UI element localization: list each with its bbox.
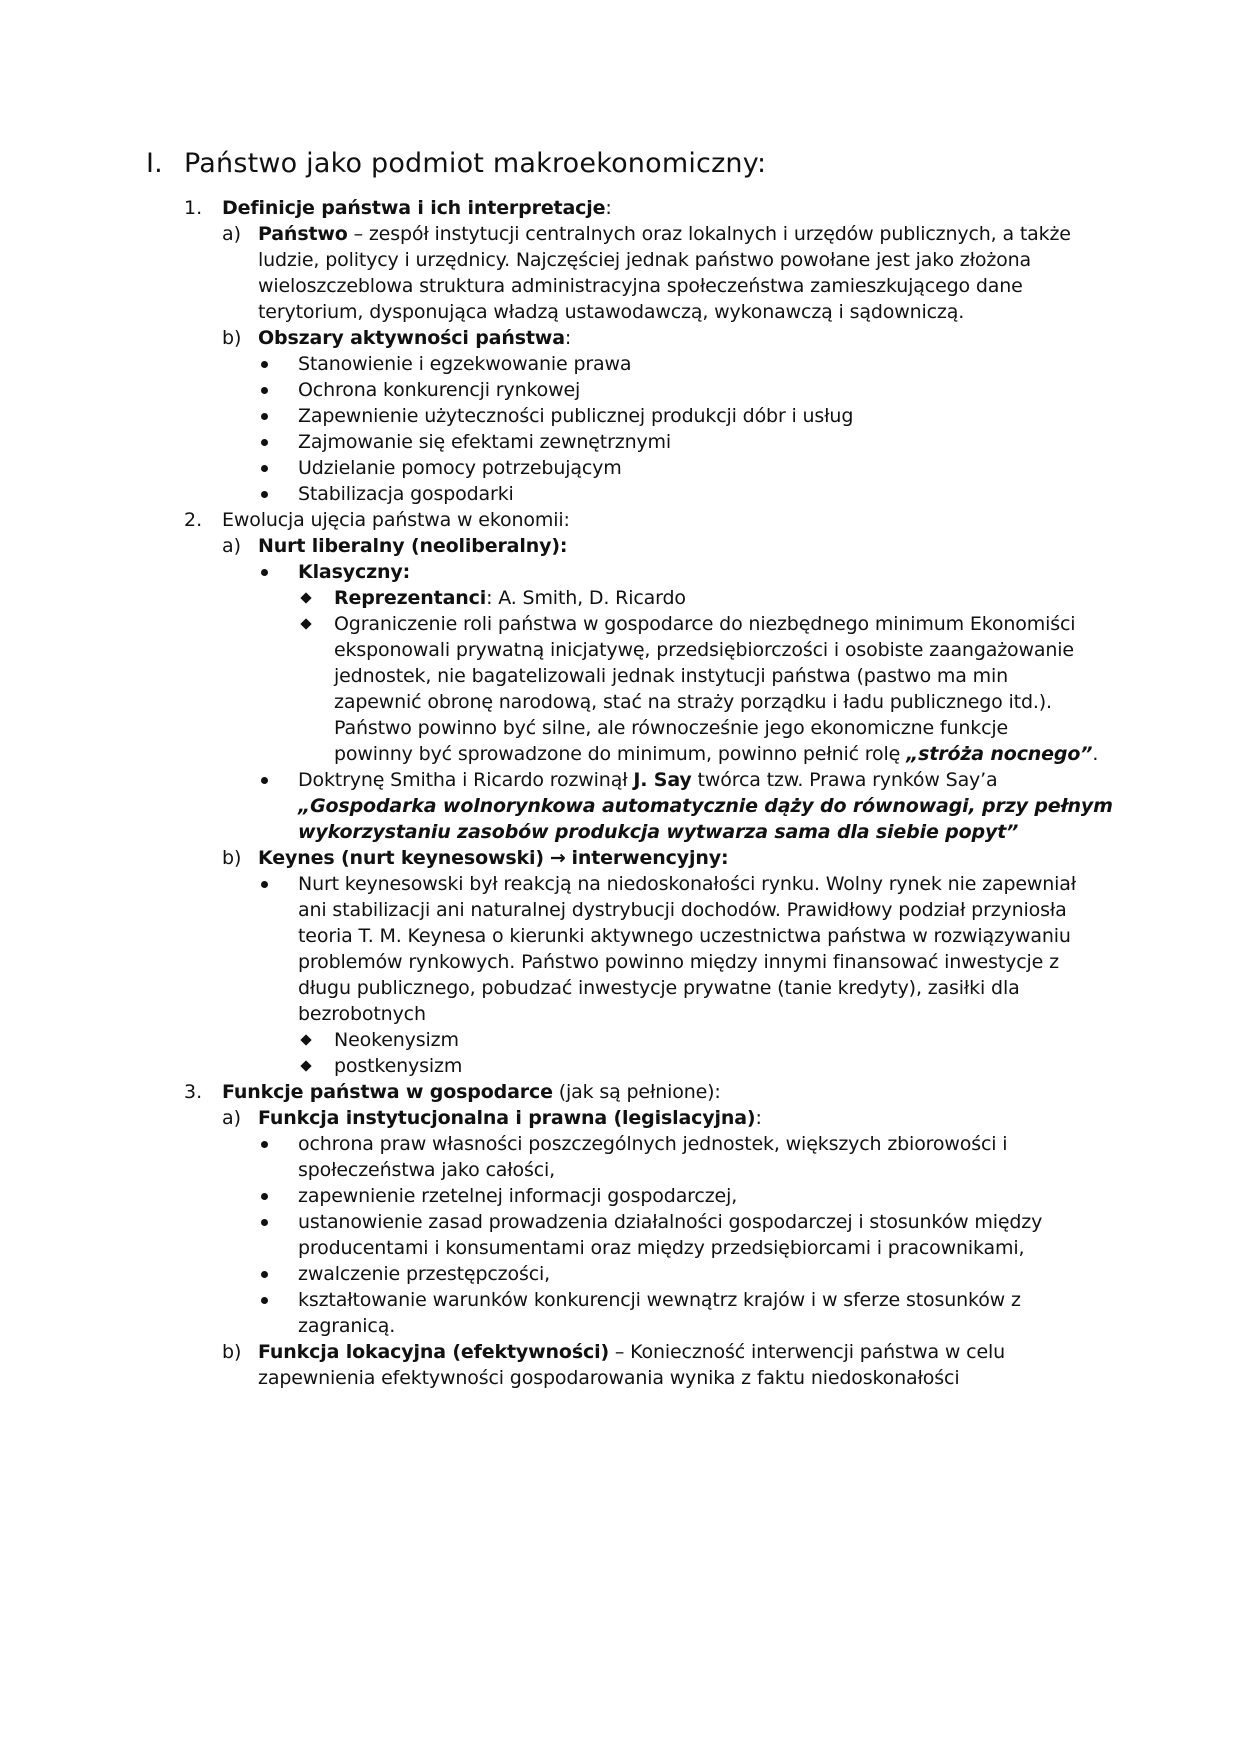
s3-b-letter: b) bbox=[222, 1341, 242, 1363]
func-line-6: zwalczenie przestępczości, bbox=[298, 1263, 551, 1285]
keynes-line-1: Nurt keynesowski był reakcją na niedoskonałości rynku. Wolny rynek nie zapewniał bbox=[298, 873, 1077, 895]
list-item: Stabilizacja gospodarki bbox=[298, 483, 514, 505]
limit-last-text: powinny być sprowadzone do minimum, powinno pełnić rolę bbox=[334, 743, 907, 765]
limit-line-2: eksponowali prywatną inicjatywę, przedsiębiorczości i osobiste zaangażowanie bbox=[334, 639, 1074, 661]
limit-end: . bbox=[1092, 743, 1099, 765]
func-line-7: kształtowanie warunków konkurencji wewnątrz krajów i w sferze stosunków z bbox=[298, 1289, 1021, 1311]
func-line-4: ustanowienie zasad prowadzenia działalności gospodarczej i stosunków między bbox=[298, 1211, 1043, 1233]
diamond-bullet-icon bbox=[300, 592, 311, 603]
bullet-icon bbox=[261, 1193, 268, 1200]
keynes-line-4: problemów rynkowych. Państwo powinno między innymi finansować inwestycje z bbox=[298, 951, 1059, 973]
sub-item: postkenysizm bbox=[334, 1055, 463, 1077]
list-item: Stanowienie i egzekwowanie prawa bbox=[298, 353, 632, 375]
s3-note: (jak są pełnione): bbox=[552, 1081, 721, 1103]
limit-line-4: zapewnić obronę narodową, stać na straży porządku i ładu publicznego itd.). bbox=[334, 691, 1052, 713]
s1-a-letter: a) bbox=[222, 223, 242, 245]
bullet-icon bbox=[261, 1271, 268, 1278]
list-item: Zapewnienie użyteczności publicznej produkcji dóbr i usług bbox=[298, 405, 854, 427]
s1-b-title bbox=[258, 324, 571, 353]
limit-line-3: jednostek, nie bagatelizowali jednak instytucji państwa (pastwo ma min bbox=[334, 665, 1009, 687]
func-line-5: producentami i konsumentami oraz między przedsiębiorcami i pracownikami, bbox=[298, 1237, 1025, 1259]
bullet-icon bbox=[261, 439, 268, 446]
say-quote-1 bbox=[298, 792, 1113, 821]
s1-b-title-text: Obszary aktywności państwa bbox=[258, 327, 565, 349]
bullet-icon bbox=[261, 1141, 268, 1148]
limit-line-1: Ograniczenie roli państwa w gospodarce do niezbędnego minimum Ekonomiści bbox=[334, 613, 1076, 635]
bullet-icon bbox=[261, 361, 268, 368]
say-quote-text-1: „Gospodarka wolnorynkowa automatycznie dąży do równowagi, przy pełnym bbox=[298, 795, 1113, 817]
panstwo-term: Państwo bbox=[258, 223, 348, 245]
s1-a-line-4: terytorium, dysponująca władzą ustawodawczą, wykonawczą i sądowniczą. bbox=[258, 301, 965, 323]
say-line bbox=[298, 766, 998, 795]
bullet-icon bbox=[261, 465, 268, 472]
say-quote-text-2: wykorzystaniu zasobów produkcja wytwarza sama dla siebie popyt” bbox=[298, 821, 1019, 843]
s2-a-title bbox=[258, 532, 567, 561]
sub-item: Neokenysizm bbox=[334, 1029, 459, 1051]
limit-line-5: Państwo powinno być silne, ale równocześnie jego ekonomiczne funkcje bbox=[334, 717, 1009, 739]
item-number-3: 3. bbox=[184, 1081, 203, 1103]
s2-a-title-text: Nurt liberalny (neoliberalny): bbox=[258, 535, 568, 557]
rep-label: Reprezentanci bbox=[334, 587, 487, 609]
representatives bbox=[334, 584, 686, 613]
s1-a-text-1: – zespół instytucji centralnych oraz lokalnych i urzędów publicznych, a także bbox=[347, 223, 1071, 245]
straznik-quote: „stróża nocnego” bbox=[906, 743, 1093, 765]
limit-line-6 bbox=[334, 740, 1098, 769]
diamond-bullet-icon bbox=[300, 1060, 311, 1071]
say-name: J. Say bbox=[633, 769, 692, 791]
s1-a-line-2: ludzie, politycy i urzędnicy. Najczęściej jednak państwo powołane jest jako złożona bbox=[258, 249, 1032, 271]
bullet-icon bbox=[261, 387, 268, 394]
func-line-3: zapewnienie rzetelnej informacji gospodarczej, bbox=[298, 1185, 738, 1207]
bullet-icon bbox=[261, 491, 268, 498]
s3-a-title bbox=[258, 1104, 762, 1133]
list-item: Ochrona konkurencji rynkowej bbox=[298, 379, 581, 401]
section-heading bbox=[146, 148, 766, 179]
func-line-8: zagranicą. bbox=[298, 1315, 396, 1337]
s2-a-letter: a) bbox=[222, 535, 242, 557]
s1-a-line-3: wieloszczeblowa struktura administracyjna społeczeństwa zamieszkującego dane bbox=[258, 275, 1023, 297]
say-post: twórca tzw. Prawa rynków Say’a bbox=[691, 769, 998, 791]
bullet-icon bbox=[261, 413, 268, 420]
s1-title-text: Definicje państwa i ich interpretacje bbox=[222, 197, 606, 219]
keynes-line-2: ani stabilizacji ani naturalnej dystrybucji dochodów. Prawidłowy podział przyniosła bbox=[298, 899, 1067, 921]
s1-a-line-1 bbox=[258, 220, 1071, 249]
s2-b-title bbox=[258, 844, 728, 873]
say-pre: Doktrynę Smitha i Ricardo rozwinął bbox=[298, 769, 634, 791]
s3-b-title-text: Funkcja lokacyjna (efektywności) bbox=[258, 1341, 610, 1363]
klasyczny-text: Klasyczny: bbox=[298, 561, 411, 583]
s1-colon: : bbox=[605, 197, 612, 219]
keynes-line-6: bezrobotnych bbox=[298, 1003, 426, 1025]
heading-title: Państwo jako podmiot makroekonomiczny: bbox=[184, 148, 767, 179]
list-item: Udzielanie pomocy potrzebującym bbox=[298, 457, 622, 479]
list-item: Zajmowanie się efektami zewnętrznymi bbox=[298, 431, 672, 453]
keynes-line-3: teoria T. M. Keynesa o kierunki aktywnego uczestnictwa państwa w rozwiązywaniu bbox=[298, 925, 1071, 947]
bullet-icon bbox=[261, 569, 268, 576]
bullet-icon bbox=[261, 777, 268, 784]
diamond-bullet-icon bbox=[300, 618, 311, 629]
s1-title bbox=[222, 194, 612, 223]
s3-a-title-text: Funkcja instytucjonalna i prawna (legislacyjna) bbox=[258, 1107, 756, 1129]
s3-b-line-2: zapewnienia efektywności gospodarowania wynika z faktu niedoskonałości bbox=[258, 1367, 960, 1389]
item-number-1: 1. bbox=[184, 197, 203, 219]
keynes-line-5: długu publicznego, pobudzać inwestycje prywatne (tanie kredyty), zasiłki dla bbox=[298, 977, 1020, 999]
rep-value: : A. Smith, D. Ricardo bbox=[486, 587, 686, 609]
arrow-right-icon: → bbox=[549, 847, 566, 869]
s1-b-letter: b) bbox=[222, 327, 242, 349]
s3-a-letter: a) bbox=[222, 1107, 242, 1129]
s3-b-text-1: – Konieczność interwencji państwa w celu bbox=[609, 1341, 1006, 1363]
keynes-title: Keynes (nurt keynesowski) bbox=[258, 847, 544, 869]
diamond-bullet-icon bbox=[300, 1034, 311, 1045]
s2-b-letter: b) bbox=[222, 847, 242, 869]
klasyczny-label bbox=[298, 558, 410, 587]
s3-title bbox=[222, 1078, 721, 1107]
interwencyjny-title: interwencyjny: bbox=[571, 847, 729, 869]
bullet-icon bbox=[261, 1219, 268, 1226]
func-line-2: społeczeństwa jako całości, bbox=[298, 1159, 556, 1181]
item-number-2: 2. bbox=[184, 509, 203, 531]
s2-title: Ewolucja ujęcia państwa w ekonomii: bbox=[222, 509, 570, 531]
roman-numeral: I. bbox=[146, 148, 163, 179]
say-quote-2 bbox=[298, 818, 1018, 847]
bullet-icon bbox=[261, 881, 268, 888]
bullet-icon bbox=[261, 1297, 268, 1304]
s3-title-text: Funkcje państwa w gospodarce bbox=[222, 1081, 553, 1103]
s3-b-line-1 bbox=[258, 1338, 1005, 1367]
func-line-1: ochrona praw własności poszczególnych jednostek, większych zbiorowości i bbox=[298, 1133, 1008, 1155]
s3-a-colon: : bbox=[755, 1107, 762, 1129]
s1-b-colon: : bbox=[564, 327, 572, 349]
